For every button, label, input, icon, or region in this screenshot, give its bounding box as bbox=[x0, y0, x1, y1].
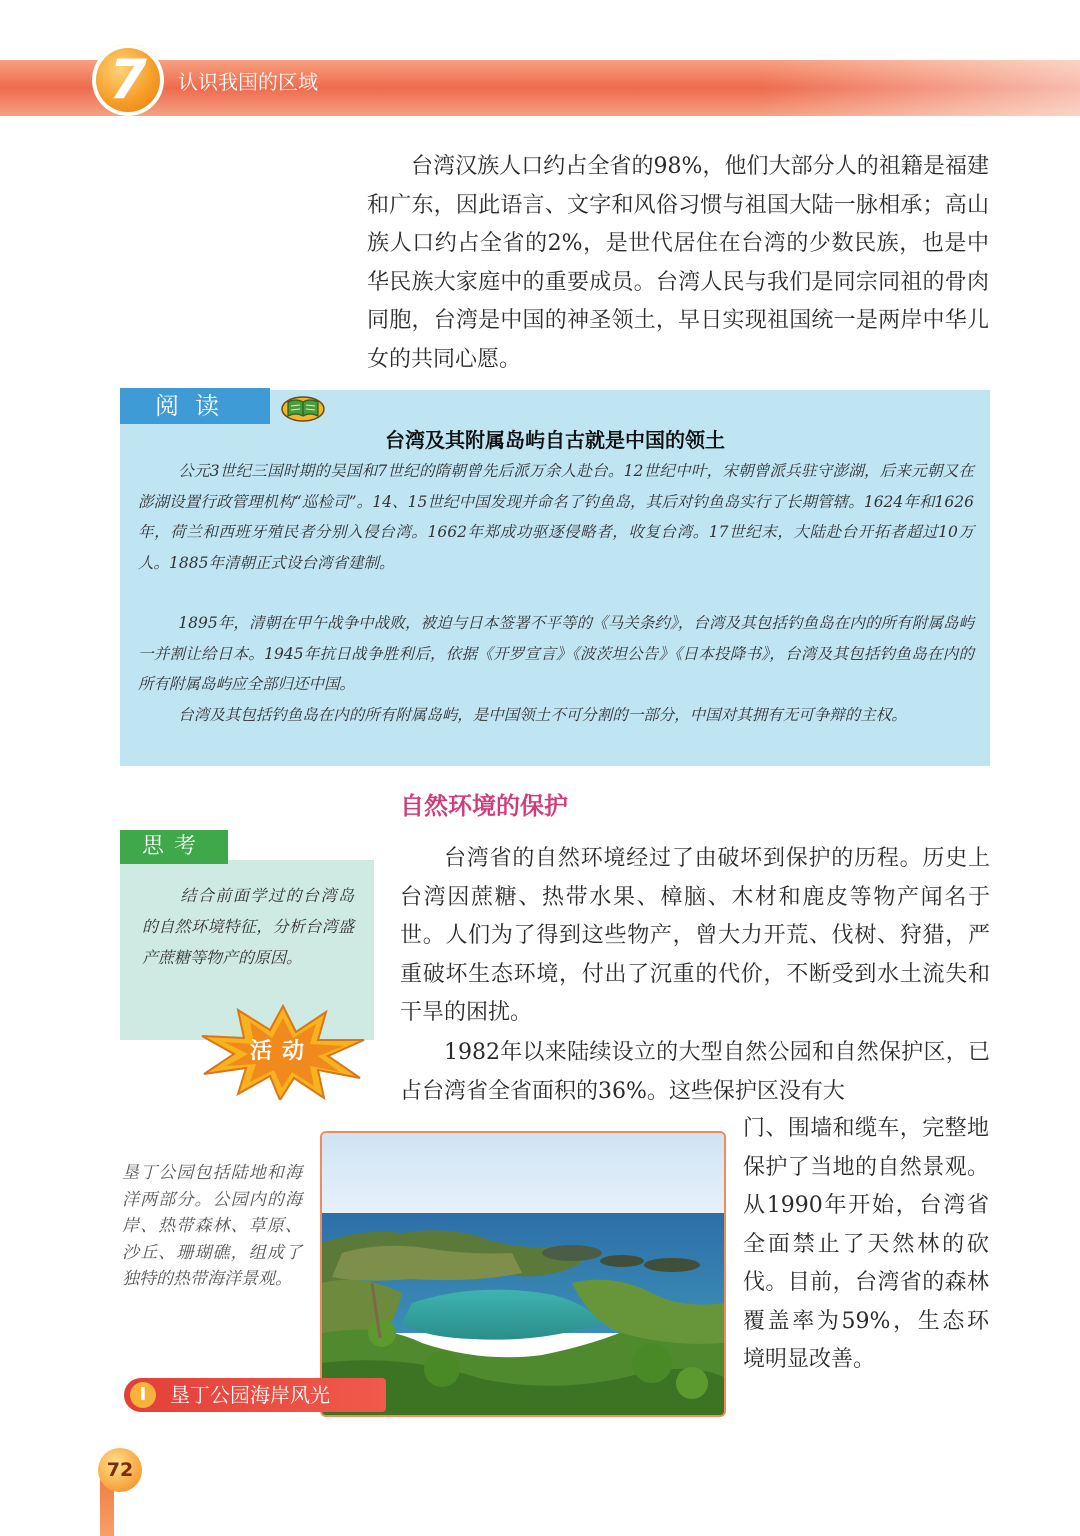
chapter-number: 7 bbox=[109, 48, 147, 111]
chapter-title: 认识我国的区域 bbox=[178, 70, 318, 94]
section-paragraph-2: 1982年以来陆续设立的大型自然公园和自然保护区，已占台湾省全省面积的36%。这些保护区没有大 bbox=[400, 1040, 990, 1104]
reading-title: 台湾及其附属岛屿自古就是中国的领土 bbox=[385, 428, 725, 452]
kenting-coast-photo bbox=[320, 1131, 726, 1417]
think-tab: 思考 bbox=[120, 830, 228, 864]
reading-paragraph-2: 1895年，清朝在甲午战争中战败，被迫与日本签署不平等的《马关条约》，台湾及其包括钓鱼岛在内的所有附属岛屿一并割让给日本。1945年抗日战争胜利后，依据《开罗宣言》《波茨坦公告》《日本投降书》，台湾及其包括钓鱼岛在内的所有附属岛屿应全部归还中国。 bbox=[138, 614, 974, 693]
photo-label: 垦丁公园海岸风光 bbox=[170, 1383, 330, 1407]
reading-tab: 阅读 bbox=[120, 388, 270, 424]
photo-label-marker: I bbox=[130, 1382, 156, 1408]
reading-paragraph-1: 公元3世纪三国时期的吴国和7世纪的隋朝曾先后派万余人赴台。12世纪中叶，宋朝曾派兵驻守澎湖，后来元朝又在澎湖设置行政管理机构“巡检司”。14、15世纪中国发现并命名了钓鱼岛，其后对钓鱼岛实行了长期管辖。1624年和1626年，荷兰和西班牙殖民者分别入侵台湾。1662年郑成功驱逐侵略者，收复台湾。17世纪末，大陆赴台开拓者超过10万人。1885年清朝正式设台湾省建制。 bbox=[138, 462, 974, 572]
intro-paragraph: 台湾汉族人口约占全省的98%，他们大部分人的祖籍是福建和广东，因此语言、文字和风俗习惯与祖国大陆一脉相承；高山族人口约占全省的2%，是世代居住在台湾的少数民族，也是中华民族大家庭中的重要成员。台湾人民与我们是同宗同祖的骨肉同胞，台湾是中国的神圣领土，早日实现祖国统一是两岸中华儿女的共同心愿。 bbox=[367, 154, 989, 372]
header-band-fade bbox=[760, 60, 1080, 116]
photo-caption: 垦丁公园包括陆地和海洋两部分。公园内的海岸、热带森林、草原、沙丘、珊瑚礁，组成了独特的热带海洋景观。 bbox=[122, 1163, 302, 1289]
section-paragraph-3: 门、围墙和缆车，完整地保护了当地的自然景观。从1990年开始，台湾省全面禁止了天然林的砍伐。目前，台湾省的森林覆盖率为59%，生态环境明显改善。 bbox=[743, 1116, 989, 1372]
reading-paragraph-3: 台湾及其包括钓鱼岛在内的所有附属岛屿，是中国领土不可分割的一部分，中国对其拥有无可争辩的主权。 bbox=[178, 706, 907, 724]
book-icon bbox=[280, 392, 326, 422]
activity-label: 活动 bbox=[249, 1039, 314, 1064]
page-number: 72 bbox=[106, 1459, 134, 1481]
section-heading: 自然环境的保护 bbox=[400, 792, 568, 820]
section-paragraph-1: 台湾省的自然环境经过了由破坏到保护的历程。历史上台湾因蔗糖、热带水果、樟脑、木材和鹿皮等物产闻名于世。人们为了得到这些物产，曾大力开荒、伐树、狩猎，严重破坏生态环境，付出了沉重的代价，不断受到水土流失和干旱的困扰。 bbox=[400, 846, 990, 1025]
think-text: 结合前面学过的台湾岛的自然环境特征，分析台湾盛产蔗糖等物产的原因。 bbox=[142, 886, 354, 967]
